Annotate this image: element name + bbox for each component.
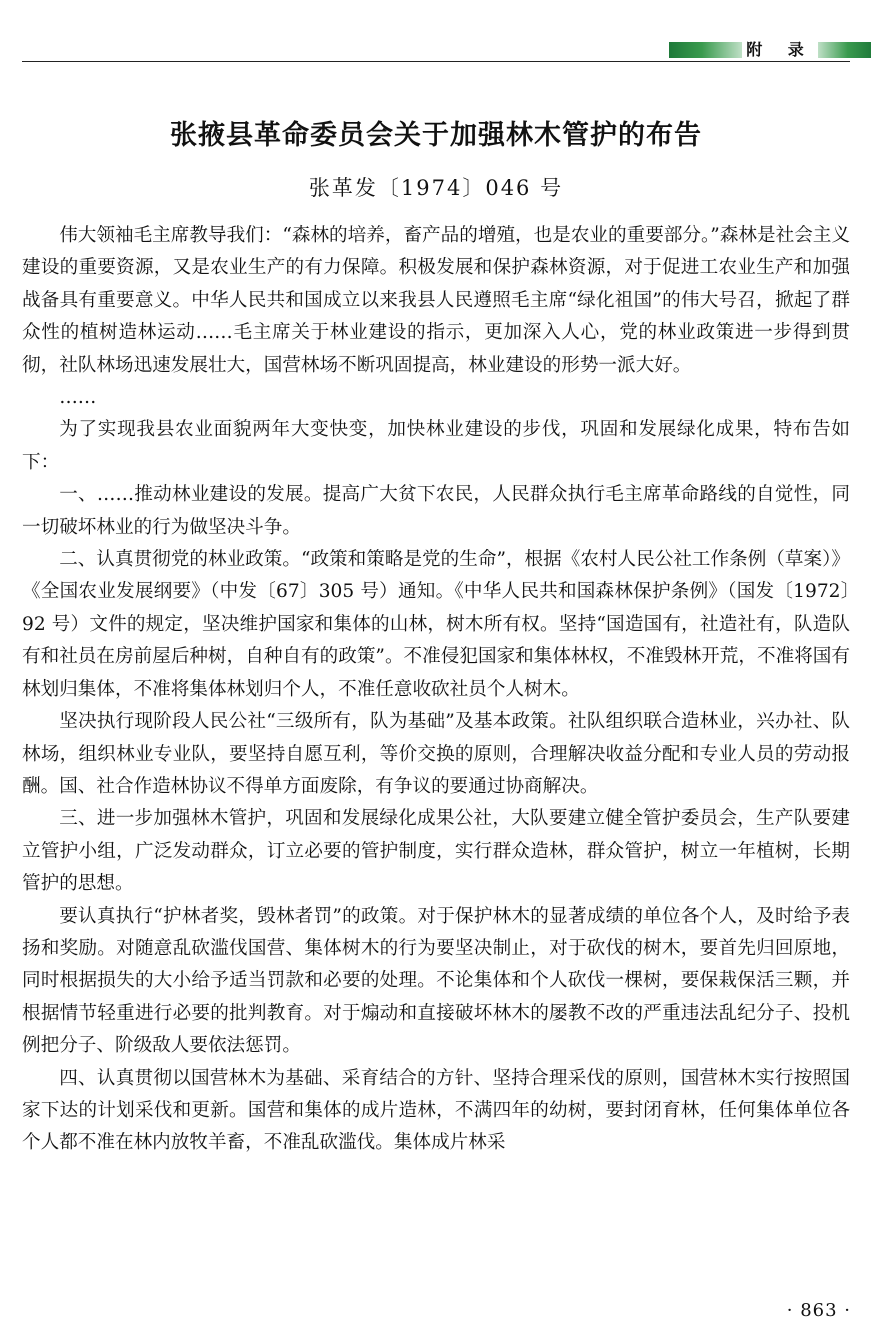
paragraph: 三、进一步加强林木管护，巩固和发展绿化成果公社，大队要建立健全管护委员会，生产队要建立管护小组，广泛发动群众，订立必要的管护制度，实行群众造林，群众管护，树立一年植树，长期管护的思想。 bbox=[22, 808, 850, 895]
paragraph: 坚决执行现阶段人民公社“三级所有，队为基础”及基本政策。社队组织联合造林业，兴办社、队林场，组织林业专业队，要坚持自愿互利，等价交换的原则，合理解决收益分配和专业人员的劳动报酬。国、社合作造林协议不得单方面废除，有争议的要通过协商解决。 bbox=[22, 711, 850, 797]
document-title: 张掖县革命委员会关于加强林木管护的布告 bbox=[170, 120, 702, 151]
paragraph: 四、认真贯彻以国营林木为基础、采育结合的方针、坚持合理采伐的原则，国营林木实行按照国家下达的计划采伐和更新。国营和集体的成片造林，不满四年的幼树，要封闭育林，任何集体单位各个人都不准在林内放牧羊畜，不准乱砍滥伐。集体成片林采 bbox=[22, 1067, 850, 1154]
paragraph: 一、……推动林业建设的发展。提高广大贫下农民，人民群众执行毛主席革命路线的自觉性，同一切破坏林业的行为做坚决斗争。 bbox=[22, 484, 850, 538]
header-decoration-bar-left bbox=[669, 42, 742, 58]
header-section-label: 附 录 bbox=[746, 40, 814, 59]
paragraph-ellipsis: …… bbox=[59, 387, 97, 409]
page-number: · 863 · bbox=[786, 1300, 851, 1321]
paragraph: 二、认真贯彻党的林业政策。“政策和策略是党的生命”，根据《农村人民公社工作条例（草案）》《全国农业发展纲要》（中发〔67〕305 号）通知。《中华人民共和国森林保护条例》（国发〔1972〕92 号）文件的规定，坚决维护国家和集体的山林，树木所有权。坚持“国造国有，社造社有，队造队有和社员在房前屋后种树，自种自有的政策”。不准侵犯国家和集体林权，不准毁林开荒，不准将国有林划归集体，不准将集体林划归个人，不准任意收砍社员个人树木。 bbox=[22, 549, 850, 700]
header-decoration-bar-right bbox=[818, 42, 871, 58]
paragraph: 要认真执行“护林者奖，毁林者罚”的政策。对于保护林木的显著成绩的单位各个人，及时给予表扬和奖励。对随意乱砍滥伐国营、集体树木的行为要坚决制止，对于砍伐的树木，要首先归回原地，同时根据损失的大小给予适当罚款和必要的处理。不论集体和个人砍伐一棵树，要保栽保活三颗，并根据情节轻重进行必要的批判教育。对于煽动和直接破坏林木的屡教不改的严重违法乱纪分子、投机例把分子、阶级敌人要依法惩罚。 bbox=[22, 905, 850, 1057]
document-number: 张革发〔1974〕046 号 bbox=[308, 176, 564, 200]
paragraph: 为了实现我县农业面貌两年大变快变，加快林业建设的步伐，巩固和发展绿化成果，特布告如下： bbox=[22, 419, 850, 473]
paragraph: 伟大领袖毛主席教导我们：“森林的培养，畜产品的增殖，也是农业的重要部分。”森林是社会主义建设的重要资源，又是农业生产的有力保障。积极发展和保护森林资源，对于促进工农业生产和加强战备具有重要意义。中华人民共和国成立以来我县人民遵照毛主席“绿化祖国”的伟大号召，掀起了群众性的植树造林运动……毛主席关于林业建设的指示，更加深入人心，党的林业政策进一步得到贯彻，社队林场迅速发展壮大，国营林场不断巩固提高，林业建设的形势一派大好。 bbox=[22, 225, 850, 376]
header-rule bbox=[22, 61, 850, 62]
document-body bbox=[22, 220, 850, 1160]
running-header bbox=[22, 40, 850, 62]
